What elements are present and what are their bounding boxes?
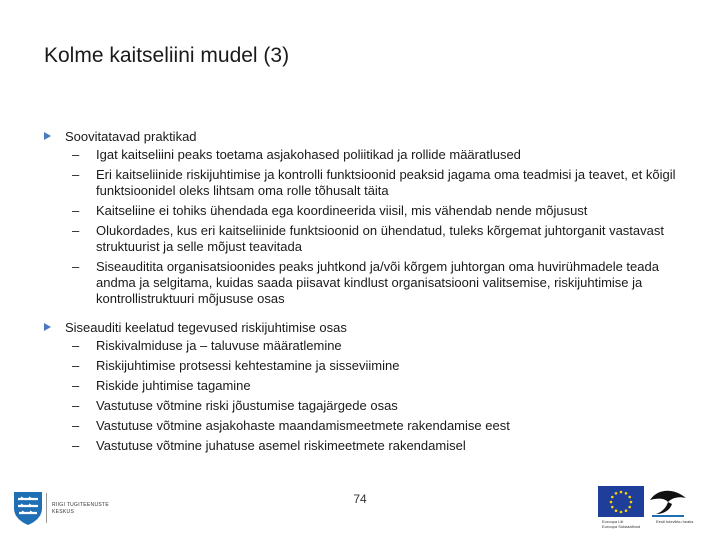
section-recommended-practices	[44, 128, 684, 307]
list-item: – Vastutuse võtmine riski jõustumise tagajärgede osas	[72, 398, 398, 413]
list-item: – Riskide juhtimise tagamine	[72, 378, 251, 393]
dash-bullet-icon: –	[72, 438, 80, 453]
logo-text: RIIGI TUGITEENUSTE KESKUS	[52, 502, 109, 515]
coat-of-arms-icon	[12, 490, 44, 526]
eu-flag-icon	[598, 486, 644, 518]
list-item: – Igat kaitseliini peaks toetama asjakohased poliitikad ja rollide määratlused	[72, 147, 521, 162]
triangle-bullet-icon	[44, 132, 51, 140]
dash-bullet-icon: –	[72, 147, 80, 162]
swallow-icon	[648, 486, 688, 518]
section-heading	[44, 319, 684, 336]
dash-bullet-icon: –	[72, 378, 80, 393]
page-number: 74	[353, 492, 367, 506]
dash-bullet-icon: –	[72, 203, 80, 218]
dash-bullet-icon: –	[72, 259, 80, 274]
triangle-bullet-icon	[44, 323, 51, 331]
dash-bullet-icon: –	[72, 167, 80, 182]
logo-divider	[46, 493, 48, 523]
sub-list	[44, 147, 684, 307]
dash-bullet-icon: –	[72, 418, 80, 433]
section-prohibited-activities	[44, 319, 684, 454]
dash-bullet-icon: –	[72, 223, 80, 238]
section-heading-text: Soovitatavad praktikad	[65, 129, 197, 144]
slide-title: Kolme kaitseliini mudel (3)	[44, 44, 290, 67]
list-item: – Riskivalmiduse ja – taluvuse määratlemine	[72, 338, 342, 353]
list-item: – Kaitseliine ei tohiks ühendada ega koordineerida viisil, mis vähendab nende mõjusust	[72, 203, 588, 218]
list-item: – Siseauditita organisatsioonides peaks juhtkond ja/või kõrgem juhtorgan oma huvirühmadele teada andma ja selgitama, kuidas saada piisavat kindlust organisatsiooni valitsemise, riskijuhtimise ja kontrollistruktuuri mõjususe osas	[72, 259, 659, 306]
dash-bullet-icon: –	[72, 338, 80, 353]
funding-logos	[598, 486, 694, 529]
eesti-caption: Eesti tulevikku heaks	[656, 519, 694, 524]
list-item: – Eri kaitseliinide riskijuhtimise ja kontrolli funktsioonid peaksid jagama oma teadmisi ja teavet, et kõigil funktsioonidel oleks lihtsam oma rolle tõhusalt täita	[72, 167, 676, 198]
list-item: – Vastutuse võtmine asjakohaste maandamismeetmete rakendamise eest	[72, 418, 510, 433]
rtk-logo	[12, 490, 109, 531]
list-item: – Riskijuhtimise protsessi kehtestamine ja sisseviimine	[72, 358, 400, 373]
eu-caption: Euroopa Liit Euroopa Sotsiaalfond	[602, 519, 641, 529]
section-heading	[44, 128, 684, 145]
section-heading-text: Siseauditi keelatud tegevused riskijuhtimise osas	[65, 320, 347, 335]
slide-content	[44, 128, 684, 466]
list-item: – Vastutuse võtmine juhatuse asemel riskimeetmete rakendamisel	[72, 438, 466, 453]
sub-list	[44, 338, 684, 454]
dash-bullet-icon: –	[72, 358, 80, 373]
list-item: – Olukordades, kus eri kaitseliinide funktsioonid on ühendatud, tuleks kõrgemat juhtorganit vastavast struktuurist ja selle mõjust teavitada	[72, 223, 664, 254]
dash-bullet-icon: –	[72, 398, 80, 413]
